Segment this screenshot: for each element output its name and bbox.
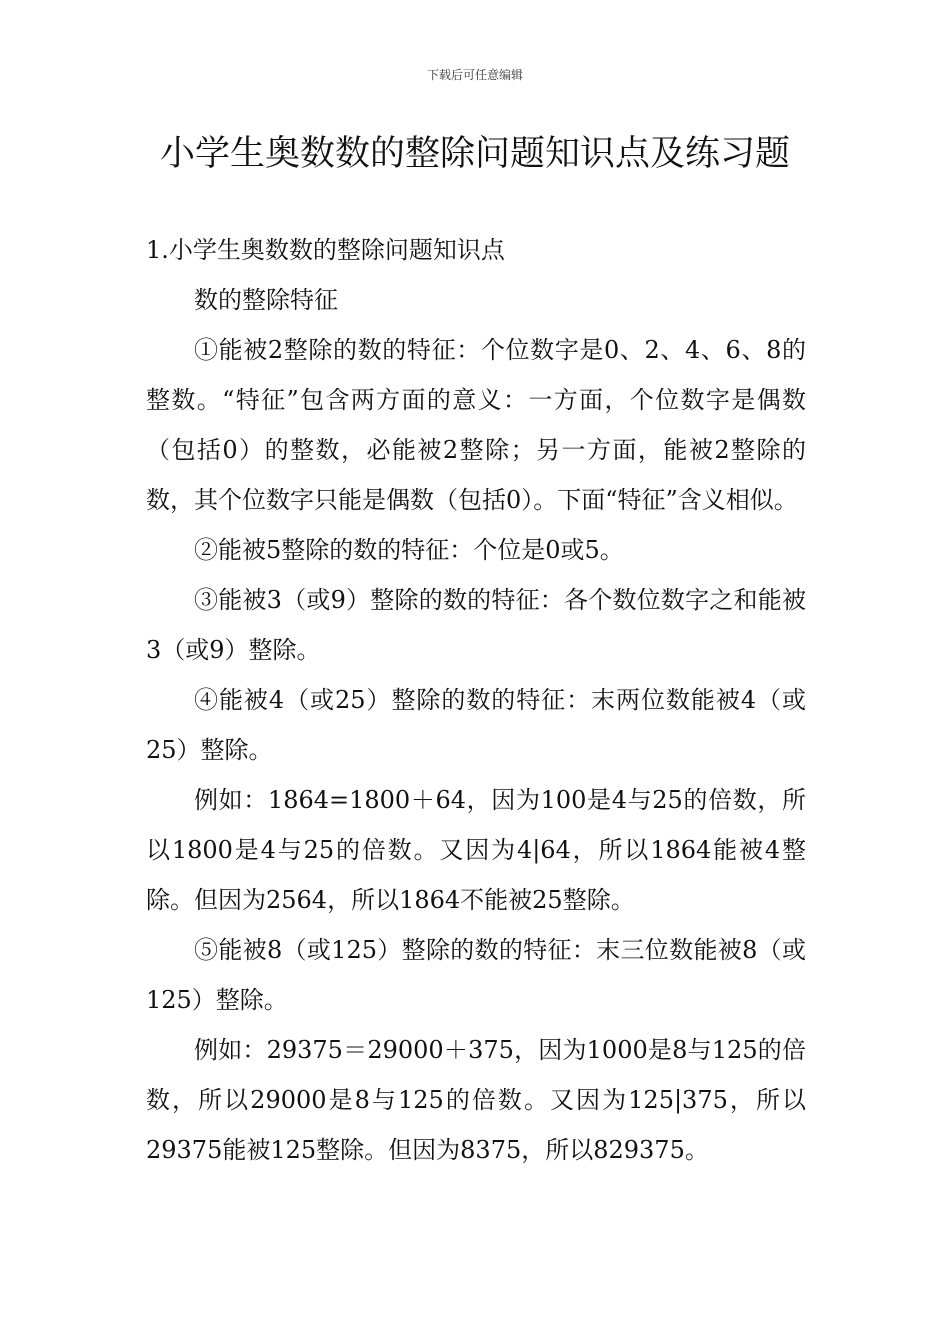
section-heading: 1.小学生奥数数的整除问题知识点 xyxy=(146,236,505,264)
paragraph-rule-4-25: ④能被4（或25）整除的数的特征：末两位数能被4（或25）整除。 xyxy=(146,686,806,764)
paragraph-example-1864: 例如：1864=1800＋64，因为100是4与25的倍数，所以1800是4与25的倍数。又因为4|64，所以1864能被4整除。但因为2564，所以1864不能被25整除。 xyxy=(146,786,806,914)
document-body xyxy=(146,225,806,1175)
paragraph-rule-8-125: ⑤能被8（或125）整除的数的特征：末三位数能被8（或125）整除。 xyxy=(146,936,806,1014)
paragraph-rule-5: ②能被5整除的数的特征：个位是0或5。 xyxy=(194,536,624,564)
paragraph-rule-3-9: ③能被3（或9）整除的数的特征：各个数位数字之和能被3（或9）整除。 xyxy=(146,586,806,664)
paragraph-rule-2: ①能被2整除的数的特征：个位数字是0、2、4、6、8的整数。“特征”包含两方面的意义：一方面，个位数字是偶数（包括0）的整数，必能被2整除；另一方面，能被2整除的数，其个位数字只能是偶数（包括0）。下面“特征”含义相似。 xyxy=(146,336,806,514)
paragraph-example-29375: 例如：29375＝29000＋375，因为1000是8与125的倍数，所以29000是8与125的倍数。又因为125|375，所以29375能被125整除。但因为8375，所以829375。 xyxy=(146,1036,806,1164)
document-title: 小学生奥数数的整除问题知识点及练习题 xyxy=(159,134,790,174)
subsection-heading: 数的整除特征 xyxy=(194,286,338,314)
page-header-note: 下载后可任意编辑 xyxy=(426,68,523,82)
